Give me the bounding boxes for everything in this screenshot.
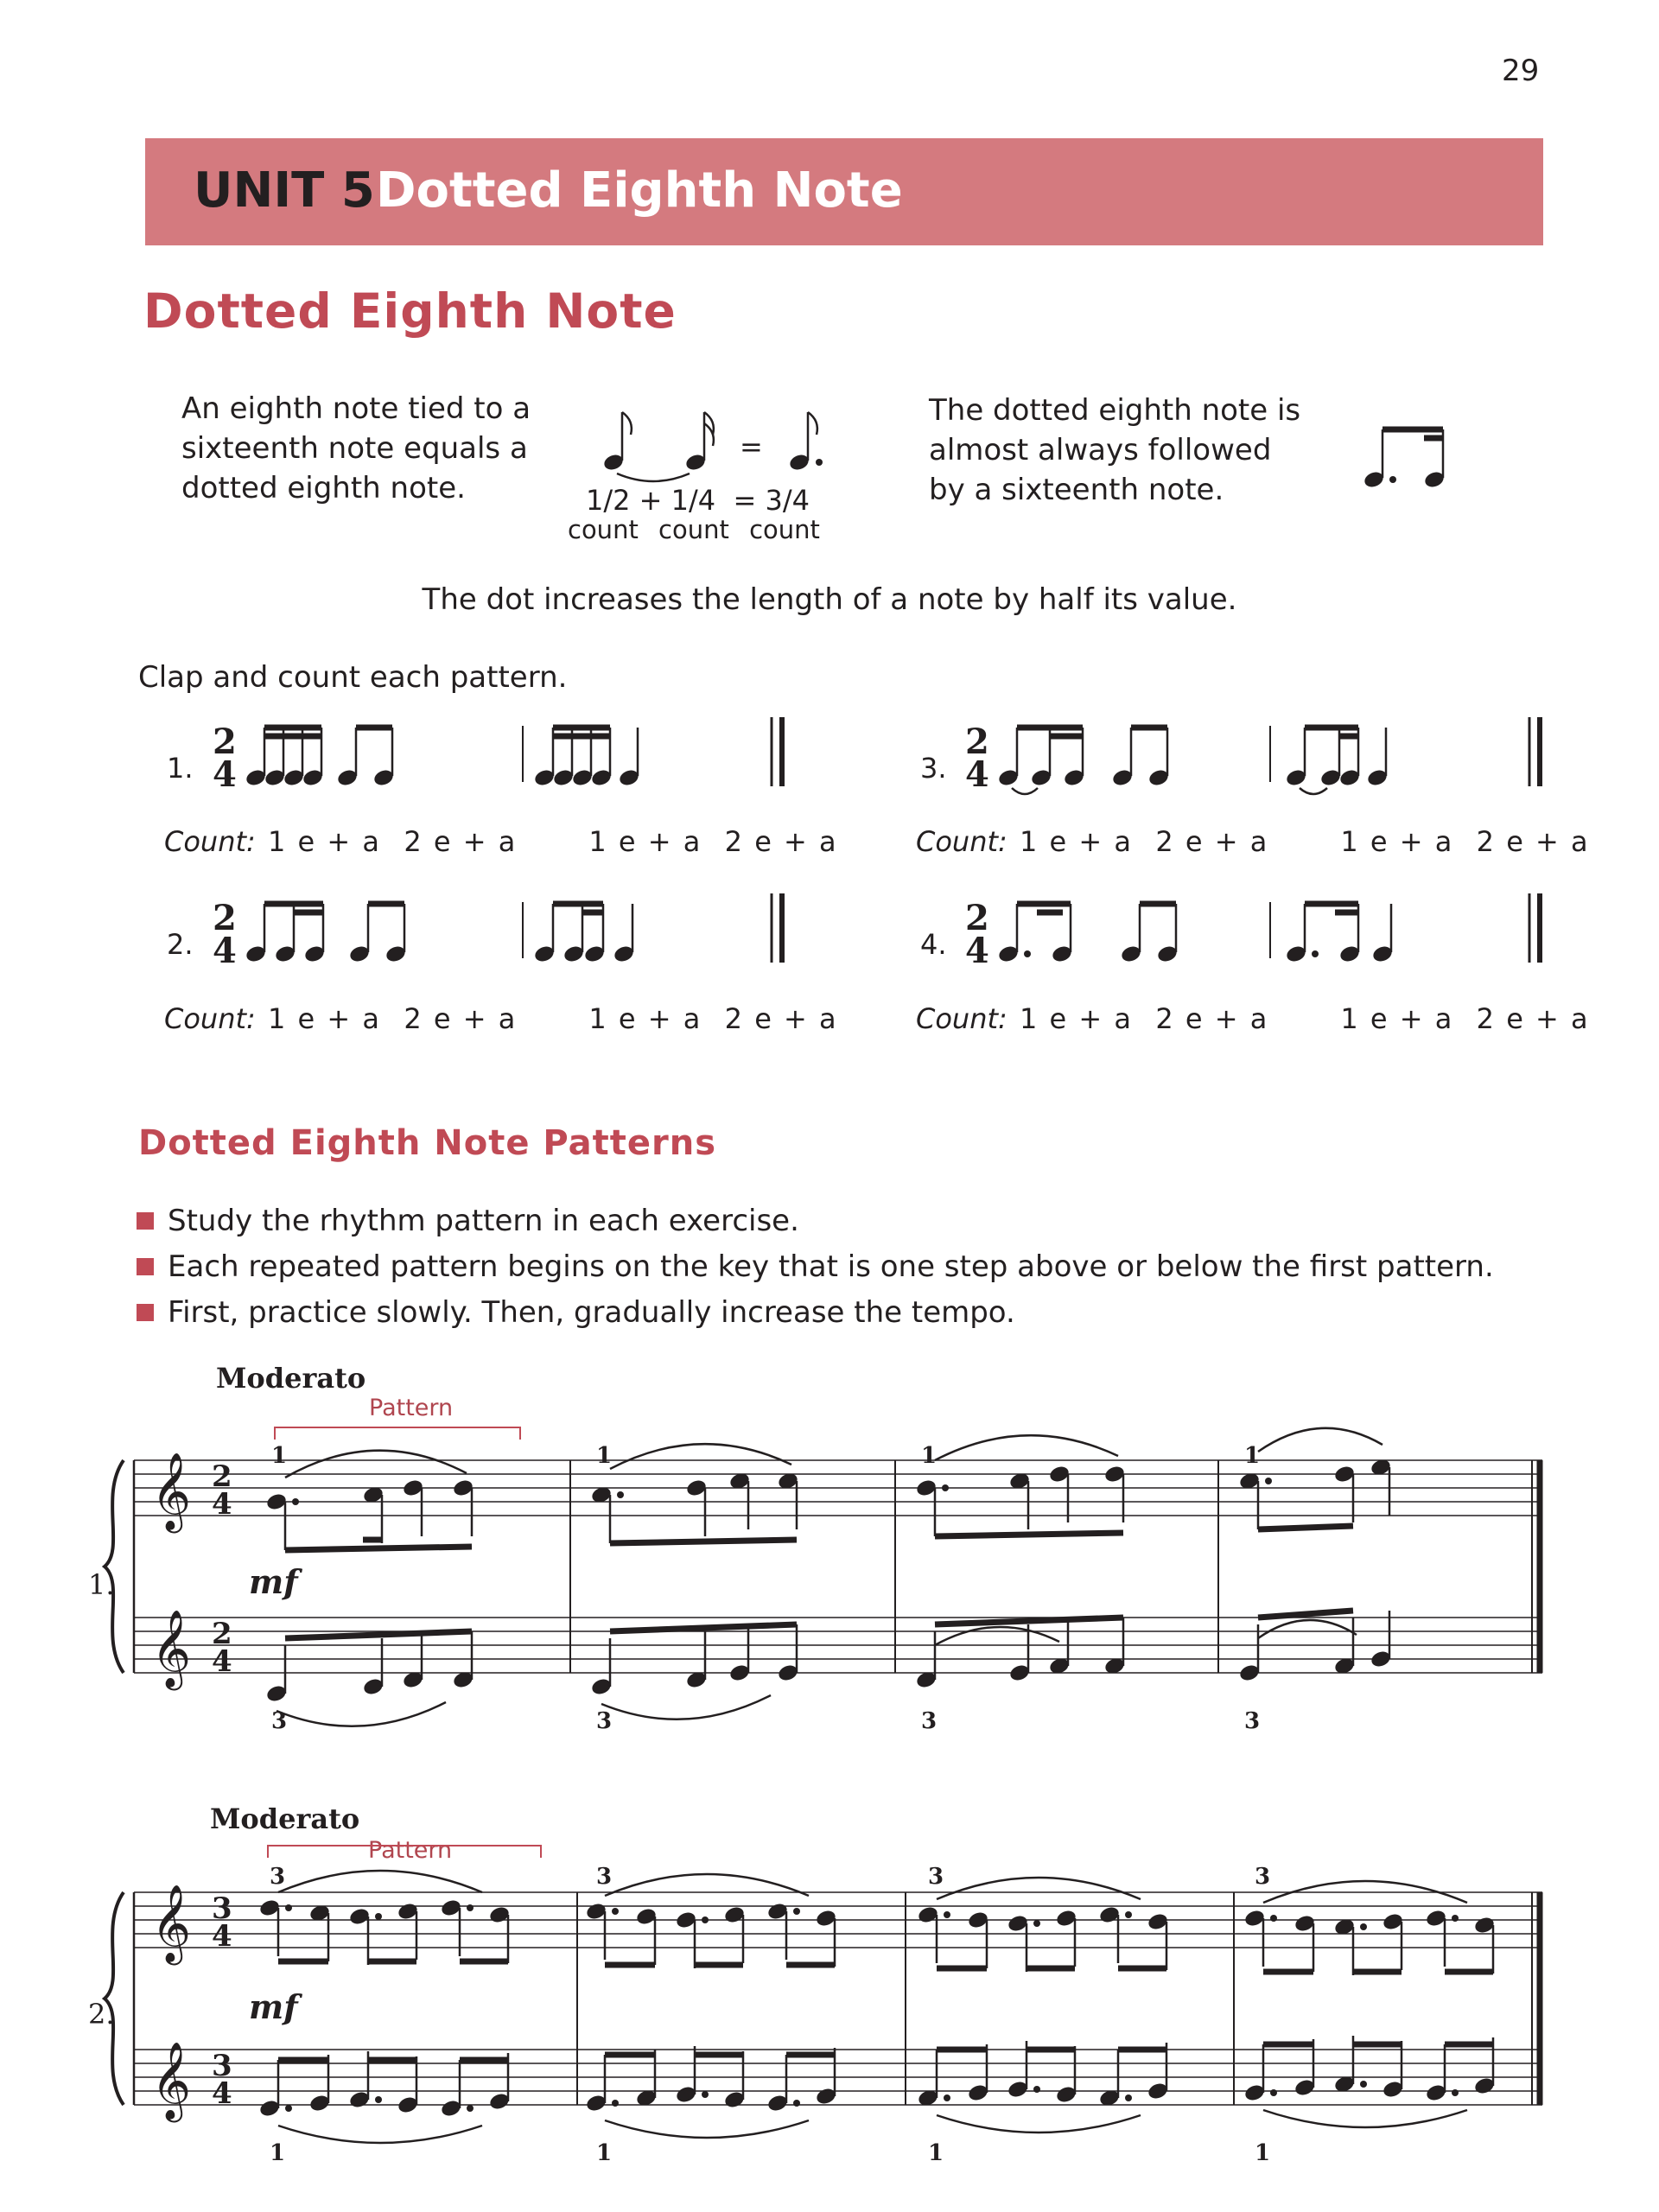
augmentation-dot bbox=[375, 2096, 382, 2103]
augmentation-dot bbox=[467, 2105, 474, 2112]
section-title: Dotted Eighth Note bbox=[143, 283, 677, 339]
finger-number: 1 bbox=[928, 2140, 944, 2166]
finger-number: 1 bbox=[1244, 1443, 1261, 1469]
count-label: Count: bbox=[164, 1002, 256, 1035]
finger-number: 3 bbox=[1255, 1864, 1271, 1890]
finger-number: 3 bbox=[596, 1708, 613, 1734]
finger-number: 1 bbox=[270, 2140, 286, 2166]
count-label: Count: bbox=[164, 825, 256, 858]
treble-clef: 𝄞 bbox=[151, 1452, 192, 1530]
tie bbox=[1012, 788, 1038, 794]
slur bbox=[278, 1871, 482, 1892]
slur bbox=[276, 1702, 446, 1726]
augmentation-dot bbox=[944, 2094, 950, 2101]
dynamic-marking: mf bbox=[249, 1987, 298, 2026]
count-syllables: 1 e + a 2 e + a 1 e + a 2 e + a bbox=[1019, 1002, 1588, 1035]
rhythm-exercise-number: 2. bbox=[167, 928, 194, 961]
clap-instruction: Clap and count each pattern. bbox=[138, 660, 568, 695]
finger-number: 3 bbox=[270, 1864, 286, 1890]
brace bbox=[105, 1460, 124, 1673]
augmentation-dot bbox=[1360, 1923, 1367, 1930]
time-signature-bottom: 4 bbox=[212, 1644, 232, 1679]
augmentation-dot bbox=[375, 1913, 382, 1920]
augmentation-dot bbox=[1452, 1915, 1459, 1922]
rhythm-exercise-number: 3. bbox=[920, 752, 947, 785]
beam bbox=[1258, 1611, 1353, 1618]
augmentation-dot bbox=[1125, 2094, 1132, 2101]
augmentation-dot bbox=[285, 2105, 292, 2112]
augmentation-dot bbox=[1360, 2081, 1367, 2088]
definition-line: The dotted eighth note is bbox=[929, 393, 1301, 428]
page-number: 29 bbox=[1502, 54, 1540, 88]
time-signature-bottom: 4 bbox=[212, 1487, 232, 1522]
beam bbox=[935, 1533, 1123, 1536]
finger-number: 3 bbox=[596, 1864, 613, 1890]
time-signature-top: 3 bbox=[212, 1891, 232, 1926]
brace bbox=[105, 1892, 124, 2105]
augmentation-dot bbox=[702, 1916, 709, 1923]
finger-number: 1 bbox=[596, 2140, 613, 2166]
pattern-bracket bbox=[268, 1846, 541, 1858]
flag bbox=[622, 412, 632, 435]
definition-line: dotted eighth note. bbox=[181, 471, 466, 505]
augmentation-dot bbox=[1270, 2089, 1277, 2096]
augmentation-dot bbox=[942, 1484, 949, 1491]
slur bbox=[610, 1444, 791, 1469]
slur bbox=[1258, 1620, 1357, 1638]
treble-clef: 𝄞 bbox=[151, 1885, 192, 1962]
augmentation-dot bbox=[1312, 950, 1319, 957]
tempo-marking: Moderato bbox=[210, 1802, 360, 1835]
finger-number: 1 bbox=[1255, 2140, 1271, 2166]
augmentation-dot bbox=[467, 1904, 474, 1911]
bullet-text: Study the rhythm pattern in each exercise. bbox=[168, 1204, 799, 1238]
time-signature-top: 2 bbox=[965, 898, 989, 938]
dot-rule-text: The dot increases the length of a note by half its value. bbox=[422, 582, 1237, 617]
beam bbox=[1258, 1526, 1353, 1529]
beam bbox=[610, 1624, 797, 1631]
beam bbox=[285, 1547, 472, 1550]
slur bbox=[278, 2126, 482, 2143]
patterns-title: Dotted Eighth Note Patterns bbox=[138, 1123, 717, 1163]
unit-number: UNIT 5 bbox=[194, 162, 375, 219]
time-signature-bottom: 4 bbox=[965, 931, 989, 971]
augmentation-dot bbox=[612, 1908, 619, 1915]
finger-number: 3 bbox=[921, 1708, 938, 1734]
augmentation-dot bbox=[1389, 476, 1396, 483]
finger-number: 3 bbox=[928, 1864, 944, 1890]
beam bbox=[610, 1540, 797, 1543]
time-signature-bottom: 4 bbox=[965, 754, 989, 795]
slur bbox=[937, 1878, 1141, 1899]
rhythm-exercise-number: 1. bbox=[167, 752, 194, 785]
finger-number: 1 bbox=[271, 1443, 288, 1469]
equation-counts: count count count bbox=[568, 515, 820, 544]
flag bbox=[704, 423, 714, 446]
augmentation-dot bbox=[1265, 1478, 1272, 1484]
augmentation-dot bbox=[793, 2100, 800, 2107]
time-signature-bottom: 4 bbox=[212, 1919, 232, 1954]
slur bbox=[601, 1695, 771, 1719]
slur bbox=[605, 2120, 809, 2138]
beam bbox=[285, 1631, 472, 1638]
unit-title: Dotted Eighth Note bbox=[376, 162, 903, 219]
treble-clef: 𝄞 bbox=[151, 1610, 192, 1688]
augmentation-dot bbox=[793, 1908, 800, 1915]
augmentation-dot bbox=[1452, 2089, 1459, 2096]
finger-number: 3 bbox=[1244, 1708, 1261, 1734]
augmentation-dot bbox=[292, 1498, 299, 1505]
augmentation-dot bbox=[1125, 1911, 1132, 1918]
pattern-label: Pattern bbox=[369, 1395, 454, 1421]
time-signature-top: 2 bbox=[213, 898, 237, 938]
augmentation-dot bbox=[285, 1904, 292, 1911]
beam bbox=[935, 1618, 1123, 1624]
augmentation-dot bbox=[1033, 1920, 1040, 1927]
bullet-text: First, practice slowly. Then, gradually increase the tempo. bbox=[168, 1295, 1015, 1330]
count-label: Count: bbox=[916, 825, 1007, 858]
definition-line: by a sixteenth note. bbox=[929, 473, 1224, 507]
finger-number: 1 bbox=[921, 1443, 938, 1469]
time-signature-top: 2 bbox=[212, 1459, 232, 1494]
flag bbox=[808, 412, 817, 435]
augmentation-dot bbox=[1270, 1915, 1277, 1922]
definition-line: An eighth note tied to a bbox=[181, 391, 531, 426]
count-label: Count: bbox=[916, 1002, 1007, 1035]
count-syllables: 1 e + a 2 e + a 1 e + a 2 e + a bbox=[1019, 825, 1588, 858]
pattern-bracket bbox=[275, 1427, 520, 1440]
equation-fractions: 1/2 + 1/4 = 3/4 bbox=[586, 484, 810, 517]
time-signature-bottom: 4 bbox=[212, 2076, 232, 2111]
dynamic-marking: mf bbox=[249, 1562, 298, 1601]
slur bbox=[935, 1627, 1059, 1645]
tie bbox=[617, 474, 690, 481]
tempo-marking: Moderato bbox=[216, 1362, 366, 1395]
finger-number: 3 bbox=[271, 1708, 288, 1734]
exercise-label: 2. bbox=[88, 1998, 115, 2031]
count-syllables: 1 e + a 2 e + a 1 e + a 2 e + a bbox=[267, 1002, 836, 1035]
definition-line: almost always followed bbox=[929, 433, 1272, 467]
bullet-text: Each repeated pattern begins on the key that is one step above or below the first pattern. bbox=[168, 1249, 1494, 1284]
augmentation-dot bbox=[617, 1491, 624, 1498]
slur bbox=[935, 1435, 1118, 1460]
slur bbox=[937, 2115, 1141, 2133]
augmentation-dot bbox=[1024, 950, 1031, 957]
tie bbox=[1300, 788, 1327, 794]
finger-number: 1 bbox=[596, 1443, 613, 1469]
exercise-label: 1. bbox=[88, 1568, 115, 1601]
time-signature-top: 2 bbox=[212, 1617, 232, 1651]
time-signature-bottom: 4 bbox=[213, 931, 237, 971]
definition-line: sixteenth note equals a bbox=[181, 431, 528, 466]
augmentation-dot bbox=[816, 459, 823, 466]
augmentation-dot bbox=[1033, 2086, 1040, 2093]
rhythm-exercise-number: 4. bbox=[920, 928, 947, 961]
time-signature-top: 3 bbox=[212, 2049, 232, 2083]
slur bbox=[1258, 1428, 1382, 1452]
count-syllables: 1 e + a 2 e + a 1 e + a 2 e + a bbox=[267, 825, 836, 858]
slur bbox=[1263, 2110, 1467, 2127]
equals-sign: = bbox=[740, 430, 763, 463]
time-signature-top: 2 bbox=[213, 721, 237, 762]
augmentation-dot bbox=[702, 2091, 709, 2098]
time-signature-bottom: 4 bbox=[213, 754, 237, 795]
pattern-label: Pattern bbox=[368, 1837, 453, 1864]
augmentation-dot bbox=[612, 2100, 619, 2107]
time-signature-top: 2 bbox=[965, 721, 989, 762]
augmentation-dot bbox=[944, 1911, 950, 1918]
treble-clef: 𝄞 bbox=[151, 2042, 192, 2120]
